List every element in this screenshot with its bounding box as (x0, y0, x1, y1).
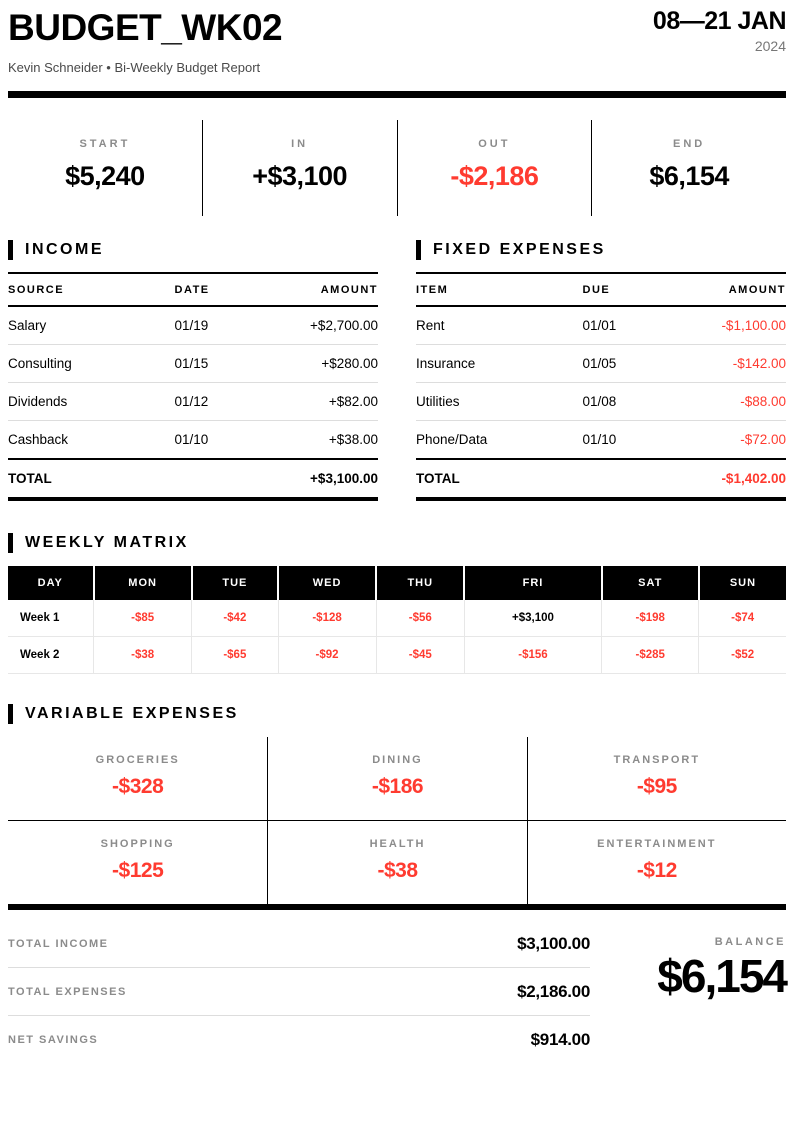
weekly-matrix-section (8, 533, 786, 674)
section-marker (8, 240, 13, 260)
expense-amount: -$88.00 (694, 382, 787, 420)
column-header: DAY (8, 566, 94, 600)
date-range: 08—21 JAN (652, 7, 786, 35)
variable-value: -$125 (112, 858, 164, 882)
stat-start (8, 120, 202, 216)
table-row (8, 382, 378, 420)
stats-band (8, 120, 786, 216)
summary-divider (8, 904, 786, 910)
matrix-header-row (8, 566, 786, 600)
matrix-cell: -$56 (376, 600, 464, 637)
income-date: 01/10 (175, 420, 286, 459)
income-section (8, 240, 378, 501)
table-row (416, 344, 786, 382)
expense-amount: -$72.00 (694, 420, 787, 459)
balance-block (626, 920, 786, 1063)
summary-row-expenses (8, 968, 590, 1016)
stat-start-label: START (79, 137, 131, 150)
matrix-cell: -$128 (278, 600, 376, 637)
weekly-matrix-title: WEEKLY MATRIX (25, 533, 189, 551)
expense-amount: -$1,100.00 (694, 306, 787, 345)
income-source: Salary (8, 306, 175, 345)
matrix-cell: -$92 (278, 636, 376, 673)
income-source: Dividends (8, 382, 175, 420)
summary-value: $2,186.00 (517, 981, 590, 1001)
summary-section (8, 920, 786, 1063)
column-header: SOURCE (8, 273, 175, 306)
total-label: TOTAL (8, 459, 286, 499)
expense-amount: -$142.00 (694, 344, 787, 382)
summary-label: TOTAL INCOME (8, 937, 109, 950)
expense-due: 01/10 (583, 420, 694, 459)
column-header: SAT (602, 566, 699, 600)
table-row (416, 382, 786, 420)
week-label: Week 2 (8, 636, 94, 673)
matrix-week2-row (8, 636, 786, 673)
variable-cell-health (267, 820, 526, 904)
variable-label: GROCERIES (95, 753, 180, 766)
variable-expenses-section (8, 704, 786, 910)
stat-out-value: -$2,186 (450, 160, 539, 191)
tables-row (8, 240, 786, 501)
summary-value: $3,100.00 (517, 933, 590, 953)
income-source: Consulting (8, 344, 175, 382)
fixed-total-row (416, 459, 786, 499)
income-date: 01/15 (175, 344, 286, 382)
fixed-expenses-heading (416, 240, 786, 260)
column-header: DATE (175, 273, 286, 306)
summary-totals (8, 920, 590, 1063)
fixed-expenses-section (416, 240, 786, 501)
balance-value: $6,154 (657, 949, 786, 1002)
variable-label: SHOPPING (100, 837, 175, 850)
variable-cell-groceries (8, 737, 267, 820)
column-header: DUE (583, 273, 694, 306)
stat-in (202, 120, 397, 216)
variable-label: ENTERTAINMENT (597, 837, 717, 850)
expense-item: Phone/Data (416, 420, 583, 459)
stat-end (591, 120, 786, 216)
expense-item: Insurance (416, 344, 583, 382)
income-total-row (8, 459, 378, 499)
variable-cell-transport (527, 737, 786, 820)
weekly-matrix-table (8, 566, 786, 674)
section-marker (8, 533, 13, 553)
variable-value: -$328 (112, 774, 164, 798)
stat-out (397, 120, 592, 216)
table-row (8, 306, 378, 345)
matrix-cell: -$285 (602, 636, 699, 673)
income-amount: +$82.00 (286, 382, 379, 420)
income-title: INCOME (25, 240, 104, 258)
page-title: BUDGET_WK02 (8, 7, 283, 48)
stat-in-value: +$3,100 (252, 160, 348, 191)
table-row (8, 344, 378, 382)
income-amount: +$38.00 (286, 420, 379, 459)
column-header: FRI (464, 566, 601, 600)
matrix-cell: +$3,100 (464, 600, 601, 637)
table-row (416, 420, 786, 459)
report-subtitle: Kevin Schneider • Bi-Weekly Budget Report (8, 59, 261, 75)
matrix-cell: -$156 (464, 636, 601, 673)
summary-label: TOTAL EXPENSES (8, 985, 127, 998)
section-marker (8, 704, 13, 724)
stat-end-label: END (673, 137, 706, 150)
week-label: Week 1 (8, 600, 94, 637)
variable-cell-entertainment (527, 820, 786, 904)
expense-item: Rent (416, 306, 583, 345)
income-heading (8, 240, 378, 260)
variable-value: -$186 (371, 774, 424, 798)
expense-due: 01/05 (583, 344, 694, 382)
matrix-cell: -$42 (192, 600, 278, 637)
expense-due: 01/01 (583, 306, 694, 345)
fixed-header-row (416, 273, 786, 306)
total-label: TOTAL (416, 459, 694, 499)
matrix-cell: -$74 (699, 600, 786, 637)
summary-label: NET SAVINGS (8, 1033, 99, 1046)
stat-end-value: $6,154 (649, 160, 729, 191)
variable-expenses-heading (8, 704, 786, 724)
variable-expenses-grid (8, 737, 786, 904)
table-row (8, 420, 378, 459)
date-block (653, 8, 786, 54)
column-header: SUN (699, 566, 786, 600)
table-row (416, 306, 786, 345)
fixed-expenses-table (416, 272, 786, 501)
report-header (8, 0, 786, 54)
income-amount: +$2,700.00 (286, 306, 379, 345)
matrix-cell: -$38 (94, 636, 192, 673)
income-table (8, 272, 378, 501)
column-header: AMOUNT (286, 273, 379, 306)
column-header: MON (94, 566, 192, 600)
stat-start-value: $5,240 (65, 160, 145, 191)
variable-value: -$95 (636, 774, 677, 798)
matrix-week1-row (8, 600, 786, 637)
income-header-row (8, 273, 378, 306)
expense-due: 01/08 (583, 382, 694, 420)
variable-label: TRANSPORT (613, 753, 701, 766)
section-marker (416, 240, 421, 260)
summary-row-income (8, 920, 590, 968)
variable-label: HEALTH (369, 837, 426, 850)
variable-expenses-title: VARIABLE EXPENSES (25, 704, 239, 722)
income-source: Cashback (8, 420, 175, 459)
matrix-cell: -$45 (376, 636, 464, 673)
income-date: 01/12 (175, 382, 286, 420)
weekly-matrix-heading (8, 533, 786, 553)
variable-cell-dining (267, 737, 526, 820)
variable-cell-shopping (8, 820, 267, 904)
column-header: AMOUNT (694, 273, 787, 306)
variable-value: -$12 (636, 858, 677, 882)
column-header: WED (278, 566, 376, 600)
variable-value: -$38 (377, 858, 418, 882)
matrix-cell: -$198 (602, 600, 699, 637)
column-header: TUE (192, 566, 278, 600)
balance-label: BALANCE (714, 935, 786, 948)
fixed-expenses-title: FIXED EXPENSES (433, 240, 606, 258)
income-total-amount: +$3,100.00 (286, 459, 379, 499)
summary-value: $914.00 (530, 1029, 590, 1049)
variable-label: DINING (372, 753, 423, 766)
summary-row-savings (8, 1016, 590, 1063)
stat-in-label: IN (291, 137, 309, 150)
date-year: 2024 (754, 37, 786, 54)
income-amount: +$280.00 (286, 344, 379, 382)
column-header: THU (376, 566, 464, 600)
fixed-total-amount: -$1,402.00 (694, 459, 787, 499)
matrix-cell: -$65 (192, 636, 278, 673)
stat-out-label: OUT (478, 137, 511, 150)
income-date: 01/19 (175, 306, 286, 345)
column-header: ITEM (416, 273, 583, 306)
matrix-cell: -$52 (699, 636, 786, 673)
header-divider (8, 91, 786, 98)
expense-item: Utilities (416, 382, 583, 420)
matrix-cell: -$85 (94, 600, 192, 637)
